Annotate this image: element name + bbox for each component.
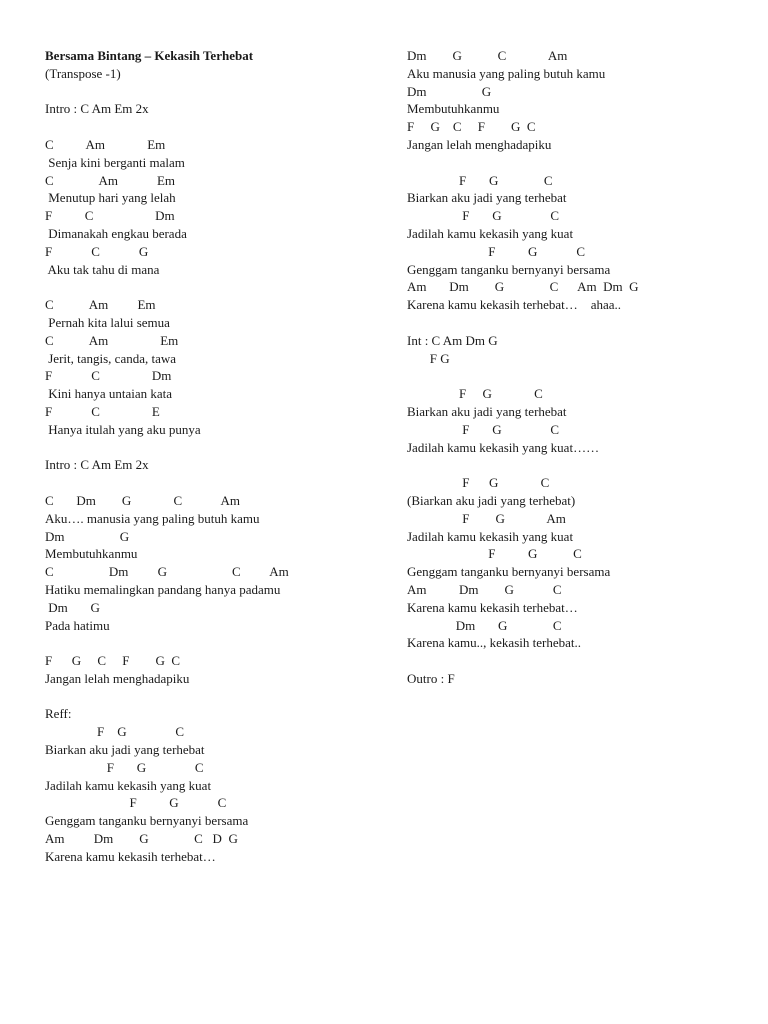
lyric-line: F C Dm: [45, 208, 175, 224]
lyric-line: [45, 474, 395, 492]
lyric-line: F G C F G C: [407, 119, 536, 135]
lyric-line: [407, 652, 757, 670]
lyric-line: F G C: [407, 421, 560, 437]
song-title: Bersama Bintang – Kekasih Terhebat: [45, 48, 254, 63]
lyric-line: Jadilah kamu kekasih yang kuat: [45, 777, 212, 793]
lyric-line: Aku manusia yang paling butuh kamu: [407, 65, 606, 81]
lyric-line: F C G: [45, 243, 149, 259]
lyric-line: Int : C Am Dm G: [407, 332, 498, 348]
left-lyrics-block: [45, 65, 395, 866]
lyric-line: Senja kini berganti malam: [45, 154, 185, 170]
lyric-line: Membutuhkanmu: [45, 546, 138, 562]
lyric-line: Outro : F: [407, 670, 455, 686]
lyric-line: F G C: [407, 243, 586, 259]
lyric-line: F G: [407, 350, 450, 366]
lyric-line: Kini hanya untaian kata: [45, 386, 173, 402]
lyric-line: Dm G C Am: [407, 48, 568, 63]
lyric-line: Jangan lelah menghadapiku: [407, 136, 552, 152]
lyric-line: Aku tak tahu di mana: [45, 261, 160, 277]
lyric-line: Jadilah kamu kekasih yang kuat: [407, 225, 574, 241]
lyric-line: F C E: [45, 403, 160, 419]
lyric-line: Pernah kita lalui semua: [45, 314, 170, 330]
lyric-line: F G Am: [407, 510, 566, 526]
lyric-line: Dm G: [407, 83, 492, 99]
lyric-line: Biarkan aku jadi yang terhebat: [45, 742, 205, 758]
lyric-line: [407, 314, 757, 332]
lyric-line: Genggam tanganku bernyanyi bersama: [407, 564, 611, 580]
right-lyrics-block: [407, 47, 757, 688]
lyric-line: F C Dm: [45, 368, 172, 384]
lyric-line: C Am Em: [45, 136, 166, 152]
left-column: [45, 47, 395, 866]
lyric-line: (Biarkan aku jadi yang terhebat): [407, 492, 576, 508]
lyric-line: Hanya itulah yang aku punya: [45, 421, 201, 437]
lyric-line: Am Dm G C: [407, 581, 562, 597]
lyric-line: [407, 367, 757, 385]
lyric-line: [45, 439, 395, 457]
lyric-line: Menutup hari yang lelah: [45, 190, 176, 206]
lyric-line: F G C F G C: [45, 653, 181, 669]
lyric-line: F G C: [45, 724, 185, 740]
lyric-line: Genggam tanganku bernyanyi bersama: [45, 813, 249, 829]
lyric-line: F G C: [407, 475, 550, 491]
lyric-line: F G C: [45, 795, 227, 811]
lyric-line: Dm G: [45, 599, 100, 615]
lyric-line: [45, 688, 395, 706]
lyric-line: [407, 456, 757, 474]
lyric-line: Dm G: [45, 528, 130, 544]
lyric-line: Karena kamu kekasih terhebat… ahaa..: [407, 297, 622, 313]
lyric-line: Karena kamu kekasih terhebat…: [45, 848, 216, 864]
lyric-line: F G C: [45, 759, 204, 775]
lyric-line: F G C: [407, 172, 553, 188]
lyric-line: Jadilah kamu kekasih yang kuat……: [407, 439, 600, 455]
lyric-line: Intro : C Am Em 2x: [45, 457, 149, 473]
lyric-line: Jadilah kamu kekasih yang kuat: [407, 528, 574, 544]
lyric-line: F G C: [407, 208, 560, 224]
lyric-line: Am Dm G C Am Dm G: [407, 279, 639, 295]
lyric-line: C Dm G C Am: [45, 492, 241, 508]
lyric-line: Genggam tanganku bernyanyi bersama: [407, 261, 611, 277]
lyric-line: Biarkan aku jadi yang terhebat: [407, 403, 567, 419]
lyric-line: Pada hatimu: [45, 617, 110, 633]
lyric-line: (Transpose -1): [45, 65, 121, 81]
lyric-line: C Am Em: [45, 332, 179, 348]
lyric-line: [407, 154, 757, 172]
lyric-line: Dimanakah engkau berada: [45, 225, 187, 241]
lyric-line: Reff:: [45, 706, 72, 722]
lyric-line: C Dm G C Am: [45, 564, 289, 580]
lyric-line: Membutuhkanmu: [407, 101, 500, 117]
lyric-line: Jerit, tangis, canda, tawa: [45, 350, 177, 366]
lyric-line: [45, 118, 395, 136]
lyric-line: Aku…. manusia yang paling butuh kamu: [45, 510, 260, 526]
lyric-line: C Am Em: [45, 297, 156, 313]
lyric-line: Karena kamu.., kekasih terhebat..: [407, 635, 581, 651]
right-column: [407, 47, 757, 688]
lyric-line: Intro : C Am Em 2x: [45, 101, 149, 117]
lyric-line: Biarkan aku jadi yang terhebat: [407, 190, 567, 206]
lyric-line: C Am Em: [45, 172, 176, 188]
lyric-line: F G C: [407, 386, 543, 402]
lyric-line: [45, 634, 395, 652]
lyric-line: Am Dm G C D G: [45, 831, 238, 847]
lyric-line: Jangan lelah menghadapiku: [45, 670, 190, 686]
lyric-line: Dm G C: [407, 617, 562, 633]
lyric-line: Karena kamu kekasih terhebat…: [407, 599, 578, 615]
lyric-line: [45, 83, 395, 101]
lyric-line: [45, 278, 395, 296]
lyric-line: Hatiku memalingkan pandang hanya padamu: [45, 581, 281, 597]
lyric-line: F G C: [407, 546, 582, 562]
